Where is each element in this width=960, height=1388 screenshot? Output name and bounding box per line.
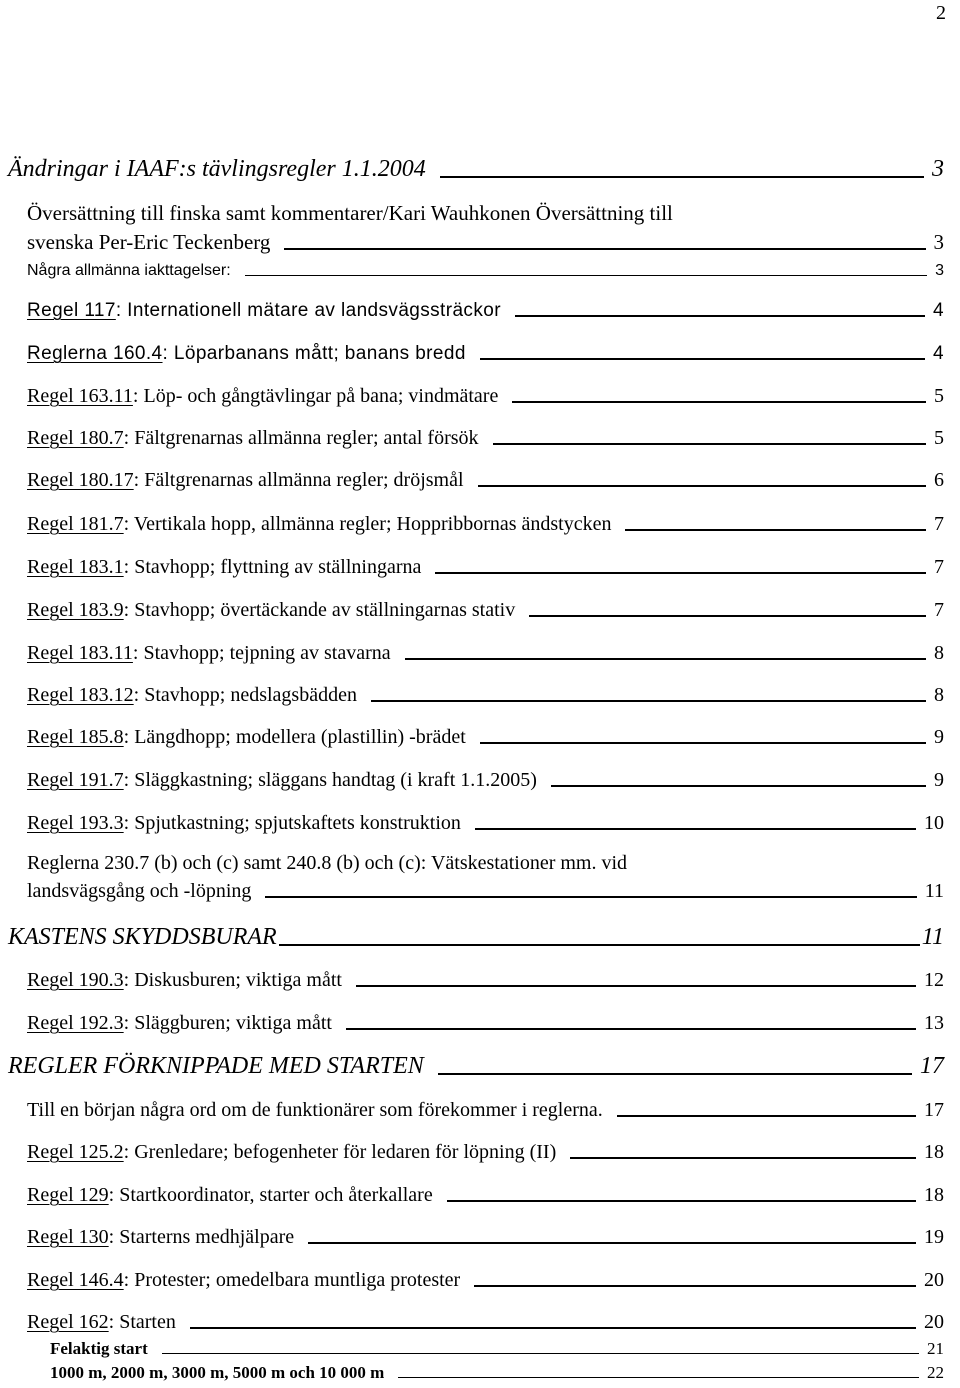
- toc-entry-title: : Diskusburen; viktiga mått: [123, 969, 342, 991]
- toc-entry[interactable]: [27, 813, 944, 833]
- toc-page-number: 7: [934, 513, 944, 535]
- toc-entry-title: : Starten: [108, 1311, 176, 1333]
- toc-page-number: 11: [924, 880, 944, 902]
- toc-entry[interactable]: [27, 853, 944, 901]
- toc-section-heading[interactable]: [8, 925, 944, 949]
- toc-leader: [493, 443, 926, 445]
- rule-reference-link[interactable]: Regel 180.17: [27, 469, 134, 491]
- toc-page-number: 17: [920, 1053, 944, 1079]
- toc-leader: [308, 1242, 916, 1244]
- toc-entry-title: : Vätskestationer mm. vid: [420, 852, 628, 874]
- toc-entry[interactable]: [27, 1013, 944, 1033]
- rule-reference-link[interactable]: Regel 183.9: [27, 599, 124, 621]
- toc-entry-title: Översättning till finska samt kommentarer/Kari Wauhkonen Översättning till: [27, 201, 673, 225]
- toc-page-number: 8: [934, 684, 944, 706]
- toc-entry-title: : Stavhopp; nedslagsbädden: [133, 684, 357, 706]
- toc-entry[interactable]: [27, 770, 944, 790]
- toc-entry[interactable]: [27, 557, 944, 577]
- page-number: 2: [936, 2, 946, 24]
- toc-entry-title: 1000 m, 2000 m, 3000 m, 5000 m och 10 000 m: [50, 1363, 385, 1382]
- toc-leader: [346, 1028, 916, 1030]
- toc-page-number: 12: [924, 969, 944, 991]
- toc-page-number: 20: [924, 1269, 944, 1291]
- toc-entry-title: : Starterns medhjälpare: [108, 1226, 295, 1248]
- rule-reference-link[interactable]: Regel 183.11: [27, 642, 133, 664]
- toc-page-number: 21: [927, 1339, 944, 1358]
- toc-page-number: 9: [934, 769, 944, 791]
- toc-entry-title: : Längdhopp; modellera (plastillin) -brädet: [123, 726, 466, 748]
- toc-page-number: 17: [924, 1099, 944, 1121]
- toc-leader: [356, 985, 916, 987]
- toc-entry[interactable]: [27, 600, 944, 620]
- toc-entry-title: : Stavhopp; tejpning av stavarna: [132, 642, 391, 664]
- toc-entry[interactable]: [27, 428, 944, 448]
- toc-leader: [480, 742, 926, 744]
- toc-leader: [475, 828, 916, 830]
- toc-leader: [570, 1157, 916, 1159]
- toc-entry[interactable]: [27, 1312, 944, 1332]
- rule-reference-link[interactable]: Regel 183.1: [27, 556, 124, 578]
- toc-entry-title-continued: svenska Per-Eric Teckenberg: [27, 230, 271, 254]
- toc-leader: [438, 1073, 912, 1075]
- toc-page-number: 4: [933, 343, 944, 364]
- toc-leader: [480, 358, 925, 360]
- toc-entry[interactable]: [27, 643, 944, 663]
- toc-page-number: 8: [934, 642, 944, 664]
- toc-page-number: 10: [924, 812, 944, 834]
- rule-reference-link[interactable]: Regel 192.3: [27, 1012, 124, 1034]
- rule-reference-link[interactable]: Reglerna 230.7 (b) och (c) samt 240.8 (b) och (c): [27, 852, 421, 874]
- toc-entry-title: : Vertikala hopp, allmänna regler; Hoppribbornas ändstycken: [123, 513, 612, 535]
- toc-leader: [435, 572, 926, 574]
- toc-subentry[interactable]: [50, 1364, 944, 1381]
- toc-leader: [440, 176, 924, 178]
- toc-entry[interactable]: [27, 1270, 944, 1290]
- toc-entry-title: : Grenledare; befogenheter för ledaren för löpning (II): [123, 1141, 557, 1163]
- toc-entry[interactable]: [27, 1100, 944, 1120]
- toc-entry[interactable]: [27, 514, 944, 534]
- toc-entry-title: : Spjutkastning; spjutskaftets konstruktion: [123, 812, 461, 834]
- rule-reference-link[interactable]: Regel 190.3: [27, 969, 124, 991]
- toc-leader: [284, 248, 925, 250]
- toc-page-number: 6: [934, 469, 944, 491]
- toc-entry-title: KASTENS SKYDDSBURAR: [8, 924, 277, 950]
- toc-page-number: 9: [934, 726, 944, 748]
- rule-reference-link[interactable]: Regel 180.7: [27, 427, 124, 449]
- toc-entry[interactable]: [27, 386, 944, 406]
- toc-entry[interactable]: [27, 1185, 944, 1205]
- toc-entry[interactable]: [27, 1227, 944, 1247]
- toc-leader: [371, 700, 926, 702]
- toc-entry-title: Felaktig start: [50, 1339, 148, 1358]
- toc-leader: [625, 529, 926, 531]
- toc-entry-title: Ändringar i IAAF:s tävlingsregler 1.1.2004: [8, 156, 426, 182]
- toc-entry[interactable]: [27, 263, 944, 279]
- toc-leader: [279, 944, 920, 946]
- toc-page-number: 20: [924, 1311, 944, 1333]
- toc-page-number: 3: [932, 156, 944, 182]
- toc-entry-title: : Släggkastning; släggans handtag (i kraft 1.1.2005): [123, 769, 537, 791]
- toc-entry[interactable]: [27, 1142, 944, 1162]
- rule-reference-link[interactable]: Regel 191.7: [27, 769, 124, 791]
- toc-entry-title: : Löp- och gångtävlingar på bana; vindmätare: [132, 385, 499, 407]
- toc-entry-title: : Släggburen; viktiga mått: [123, 1012, 332, 1034]
- toc-page-number: 18: [924, 1184, 944, 1206]
- toc-entry[interactable]: [27, 685, 944, 705]
- toc-page-number: 7: [934, 599, 944, 621]
- toc-entry[interactable]: [27, 301, 944, 320]
- toc-entry-title: REGLER FÖRKNIPPADE MED STARTEN: [8, 1053, 424, 1079]
- rule-reference-link[interactable]: Regel 162: [27, 1311, 109, 1333]
- toc-subentry[interactable]: [50, 1340, 944, 1357]
- toc-page-number: 18: [924, 1141, 944, 1163]
- toc-leader: [478, 485, 926, 487]
- toc-entry[interactable]: [27, 470, 944, 490]
- rule-reference-link[interactable]: Regel 193.3: [27, 812, 124, 834]
- toc-entry[interactable]: [27, 970, 944, 990]
- toc-leader: [245, 275, 927, 276]
- toc-page-number: 5: [934, 385, 944, 407]
- rule-reference-link[interactable]: Reglerna 160.4: [27, 343, 163, 364]
- toc-entry-title: : Stavhopp; övertäckande av ställningarnas stativ: [123, 599, 516, 621]
- toc-leader: [515, 315, 925, 317]
- toc-entry[interactable]: [8, 157, 944, 181]
- toc-leader: [529, 615, 926, 617]
- toc-entry[interactable]: [27, 727, 944, 747]
- rule-reference-link[interactable]: Regel 183.12: [27, 684, 134, 706]
- toc-page-number: 11: [921, 924, 944, 950]
- toc-entry-title: : Fältgrenarnas allmänna regler; antal försök: [123, 427, 479, 449]
- rule-reference-link[interactable]: Regel 130: [27, 1226, 109, 1248]
- toc-entry[interactable]: [27, 344, 944, 363]
- toc-entry-title: : Startkoordinator, starter och återkallare: [108, 1184, 433, 1206]
- rule-reference-link[interactable]: Regel 129: [27, 1184, 109, 1206]
- toc-entry-title: : Internationell mätare av landsvägssträckor: [115, 300, 501, 321]
- toc-entry-title: Några allmänna iakttagelser:: [27, 262, 231, 279]
- toc-page-number: 3: [935, 262, 944, 279]
- toc-leader: [474, 1285, 916, 1287]
- toc-leader: [617, 1115, 916, 1117]
- toc-page-number: 3: [933, 230, 944, 254]
- rule-reference-link[interactable]: Regel 146.4: [27, 1269, 124, 1291]
- toc-entry-title: Till en början några ord om de funktionärer som förekommer i reglerna.: [27, 1099, 603, 1121]
- toc-page-number: 5: [934, 427, 944, 449]
- toc-section-heading[interactable]: [8, 1054, 944, 1078]
- toc-leader: [447, 1200, 916, 1202]
- rule-reference-link[interactable]: Regel 181.7: [27, 513, 124, 535]
- toc-entry-title: : Protester; omedelbara muntliga protester: [123, 1269, 461, 1291]
- toc-page-number: 22: [927, 1363, 944, 1382]
- rule-reference-link[interactable]: Regel 117: [27, 300, 116, 321]
- toc-leader: [512, 401, 926, 403]
- toc-leader: [162, 1353, 919, 1354]
- toc-page-number: 13: [924, 1012, 944, 1034]
- toc-page-number: 7: [934, 556, 944, 578]
- toc-entry-title: : Stavhopp; flyttning av ställningarna: [123, 556, 422, 578]
- toc-leader: [405, 658, 926, 660]
- toc-page-number: 19: [924, 1226, 944, 1248]
- toc-leader: [190, 1327, 916, 1329]
- rule-reference-link[interactable]: Regel 163.11: [27, 385, 133, 407]
- toc-leader: [551, 785, 926, 787]
- toc-entry-title: : Fältgrenarnas allmänna regler; dröjsmål: [133, 469, 464, 491]
- toc-page-number: 4: [933, 300, 944, 321]
- toc-leader: [398, 1377, 919, 1378]
- rule-reference-link[interactable]: Regel 185.8: [27, 726, 124, 748]
- rule-reference-link[interactable]: Regel 125.2: [27, 1141, 124, 1163]
- toc-leader: [265, 896, 916, 898]
- toc-entry-title: : Löparbanans mått; banans bredd: [162, 343, 466, 364]
- toc-entry-title-continued: landsvägsgång och -löpning: [27, 880, 252, 902]
- toc-entry[interactable]: [27, 203, 944, 253]
